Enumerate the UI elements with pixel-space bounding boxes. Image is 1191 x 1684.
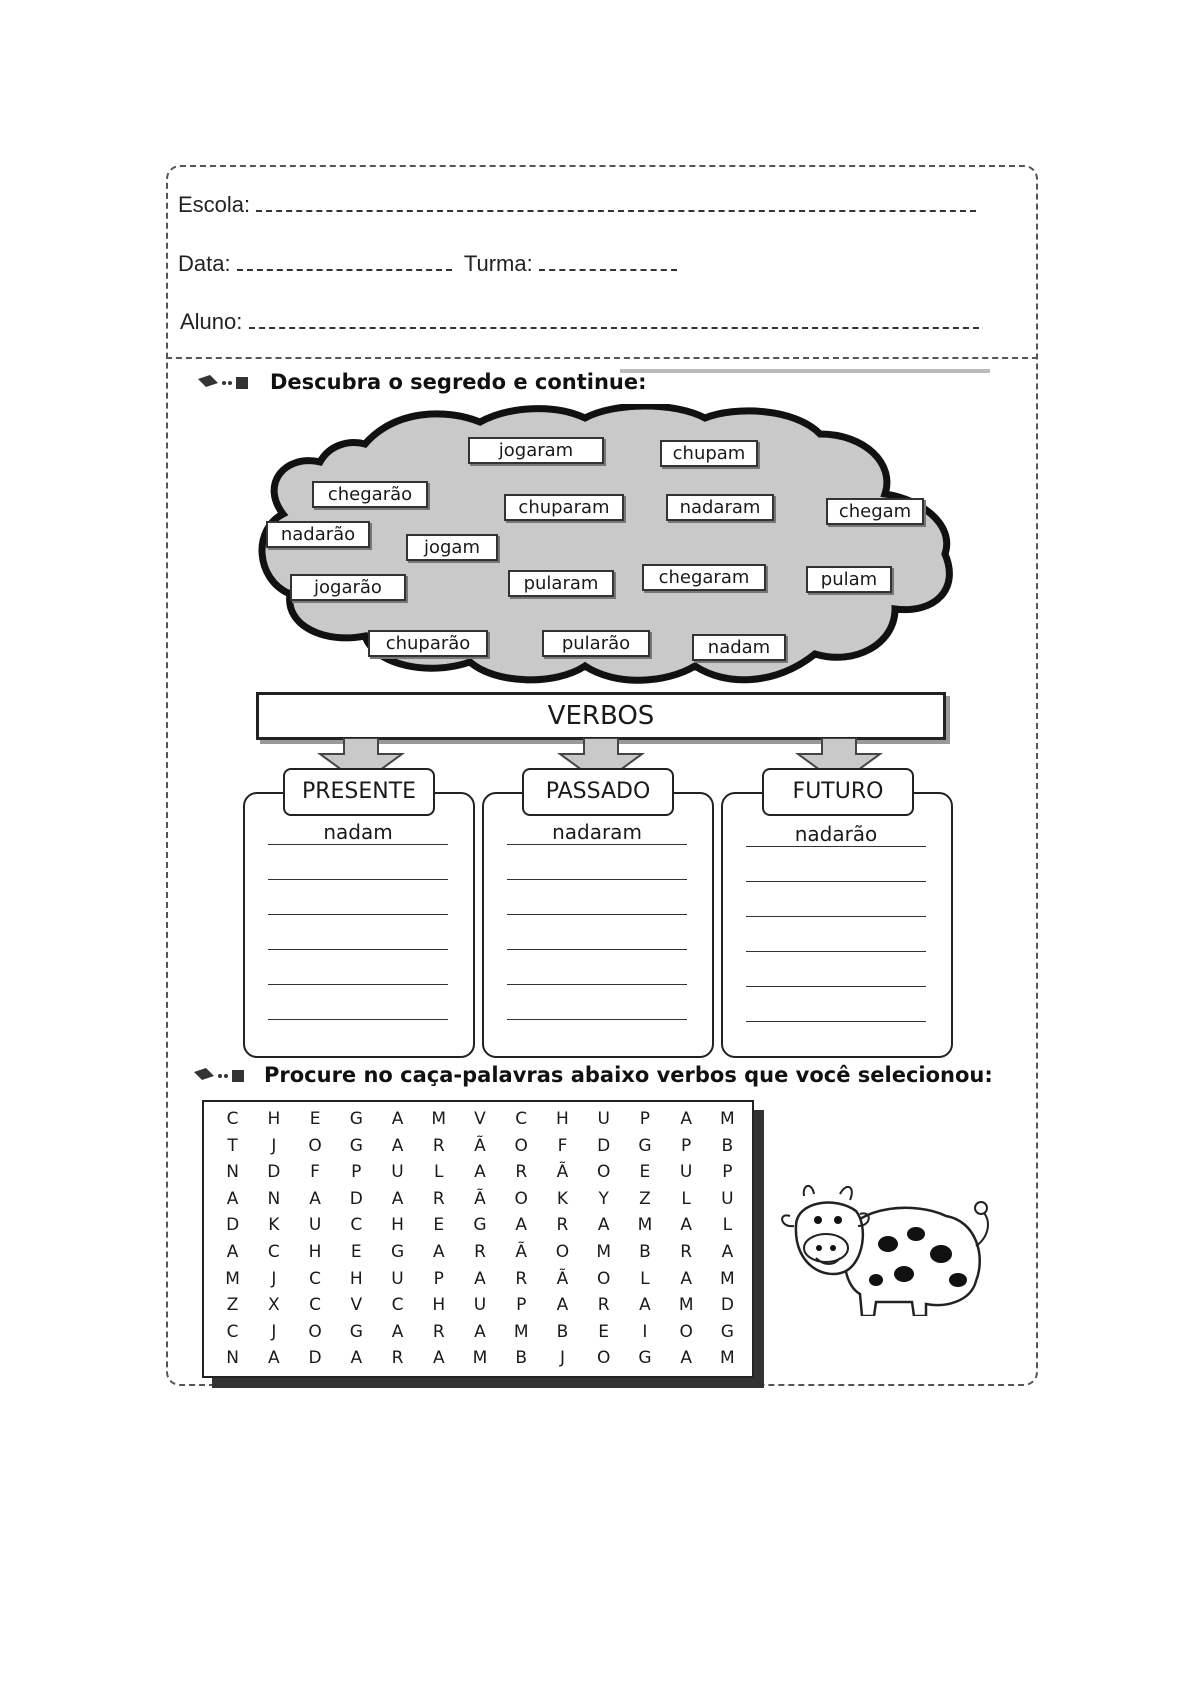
instruction-discover: Descubra o segredo e continue: <box>270 370 647 394</box>
aluno-label: Aluno: <box>180 309 243 334</box>
word-search-cell[interactable]: G <box>349 1135 363 1156</box>
word-search-cell[interactable]: H <box>267 1109 281 1129</box>
word-search-cell[interactable]: A <box>309 1188 321 1209</box>
word-search-cell[interactable]: G <box>473 1215 487 1236</box>
word-search-cell[interactable]: U <box>391 1162 404 1183</box>
word-search-cell[interactable]: L <box>722 1215 733 1236</box>
word-search-cell[interactable]: P <box>681 1135 692 1156</box>
word-search-cell[interactable]: R <box>515 1162 528 1183</box>
verbos-banner: VERBOS <box>256 692 946 740</box>
word-search-cell[interactable]: G <box>349 1109 363 1129</box>
writing-line[interactable] <box>268 1019 448 1020</box>
word-search-cell[interactable]: X <box>268 1295 280 1316</box>
word-search-cell[interactable]: P <box>516 1295 527 1316</box>
word-tag-chuparao[interactable]: chuparão <box>368 630 488 657</box>
word-tag-chegam[interactable]: chegam <box>826 498 924 525</box>
data-input-line[interactable] <box>237 255 452 271</box>
word-search-cell[interactable]: A <box>639 1295 651 1316</box>
word-search-cell[interactable]: Ã <box>556 1162 569 1183</box>
writing-line[interactable] <box>268 914 448 915</box>
word-search-cell[interactable]: O <box>308 1135 322 1156</box>
word-search-cell[interactable]: N <box>226 1162 239 1183</box>
writing-line[interactable] <box>746 1021 926 1022</box>
writing-line[interactable] <box>746 986 926 987</box>
word-search-cell[interactable]: F <box>310 1162 320 1183</box>
word-search-cell[interactable]: C <box>391 1295 404 1316</box>
word-search-cell[interactable]: C <box>226 1321 239 1342</box>
aluno-input-line[interactable] <box>249 313 979 329</box>
word-search-cell[interactable]: R <box>432 1135 445 1156</box>
word-tag-jogarao[interactable]: jogarão <box>290 574 406 601</box>
word-search-cell[interactable]: O <box>514 1188 528 1209</box>
word-search-cell[interactable]: A <box>268 1348 280 1369</box>
writing-line[interactable] <box>746 916 926 917</box>
escola-label: Escola: <box>178 192 251 217</box>
word-search-cell[interactable]: E <box>350 1242 362 1262</box>
word-search-cell[interactable]: M <box>720 1348 735 1369</box>
word-search-cell[interactable]: M <box>225 1268 240 1289</box>
word-search-cell[interactable]: A <box>721 1242 734 1262</box>
instruction-underline <box>620 369 990 373</box>
word-search-cell[interactable]: K <box>268 1215 280 1236</box>
word-search-cell[interactable]: G <box>349 1321 363 1342</box>
word-search-cell[interactable]: O <box>555 1242 570 1262</box>
word-search-cell[interactable]: Y <box>598 1188 609 1209</box>
word-search-cell[interactable]: A <box>680 1109 692 1129</box>
word-tag-pularao[interactable]: pularão <box>542 630 650 657</box>
word-search-cell[interactable]: H <box>349 1268 363 1289</box>
writing-line[interactable] <box>268 984 448 985</box>
word-tag-pularam[interactable]: pularam <box>508 570 614 597</box>
word-search-cell[interactable]: U <box>391 1268 404 1289</box>
word-search-cell[interactable]: A <box>680 1215 692 1236</box>
word-search-cell[interactable]: P <box>639 1109 651 1129</box>
instruction-word-search: Procure no caça-palavras abaixo verbos que você selecionou: <box>264 1063 993 1087</box>
word-search-grid <box>202 1100 754 1378</box>
word-search-cell[interactable]: O <box>679 1321 693 1342</box>
word-search-cell[interactable]: D <box>349 1188 363 1209</box>
word-search-cell[interactable]: P <box>351 1162 362 1183</box>
word-search-cell[interactable]: D <box>597 1135 611 1156</box>
word-search-cell[interactable]: O <box>596 1162 611 1183</box>
word-search-cell[interactable]: H <box>432 1295 446 1316</box>
data-label: Data: <box>178 251 231 276</box>
word-search-cell[interactable]: A <box>226 1242 239 1262</box>
word-search-cell[interactable]: T <box>227 1135 238 1156</box>
writing-line[interactable] <box>268 949 448 950</box>
escola-input-line[interactable] <box>256 196 976 212</box>
word-search-cell[interactable]: P <box>433 1268 444 1289</box>
word-search-cell[interactable]: Ã <box>556 1268 569 1289</box>
word-search-cell[interactable]: H <box>308 1242 322 1262</box>
word-search-cell[interactable]: U <box>679 1162 693 1183</box>
word-search-cell[interactable]: A <box>515 1215 528 1236</box>
word-search-cell[interactable]: O <box>308 1321 322 1342</box>
word-search-cell[interactable]: A <box>226 1188 239 1209</box>
example-passado: nadaram <box>552 820 642 844</box>
word-search-cell[interactable]: D <box>267 1162 281 1183</box>
word-search-cell[interactable]: R <box>432 1188 445 1209</box>
word-search-cell[interactable]: H <box>391 1215 404 1236</box>
word-search-cell[interactable]: L <box>434 1162 444 1183</box>
word-search-cell[interactable]: E <box>309 1109 321 1129</box>
writing-line[interactable] <box>507 914 687 915</box>
word-search-cell[interactable]: D <box>226 1215 240 1236</box>
word-search-cell[interactable]: U <box>308 1215 322 1236</box>
word-search-cell[interactable]: G <box>638 1135 652 1156</box>
writing-line[interactable] <box>507 879 687 880</box>
word-search-cell[interactable]: C <box>515 1109 528 1129</box>
word-search-cell[interactable]: G <box>638 1348 652 1369</box>
writing-line[interactable] <box>746 846 926 847</box>
column-title-presente: PRESENTE <box>283 768 435 816</box>
example-presente: nadam <box>323 820 393 844</box>
word-search-cell[interactable]: B <box>515 1348 528 1369</box>
word-search-cell[interactable]: O <box>596 1268 611 1289</box>
word-search-cell[interactable]: L <box>640 1268 650 1289</box>
word-search-cell[interactable]: A <box>474 1162 486 1183</box>
word-tag-nadarao[interactable]: nadarão <box>266 521 370 548</box>
word-search-cell[interactable]: O <box>596 1348 611 1369</box>
writing-line[interactable] <box>507 1019 687 1020</box>
word-search-cell[interactable]: A <box>432 1348 445 1369</box>
word-tag-chegarao[interactable]: chegarão <box>312 481 428 508</box>
word-search-cell[interactable]: N <box>267 1188 281 1209</box>
writing-line[interactable] <box>268 879 448 880</box>
word-search-cell[interactable]: A <box>474 1321 486 1342</box>
writing-line[interactable] <box>507 844 687 845</box>
word-search-cell[interactable]: Z <box>226 1295 239 1316</box>
word-tag-jogam[interactable]: jogam <box>406 534 498 561</box>
word-search-cell[interactable]: M <box>678 1295 694 1316</box>
word-search-cell[interactable]: D <box>720 1295 734 1316</box>
word-search-cell[interactable]: K <box>556 1188 569 1209</box>
column-title-futuro: FUTURO <box>762 768 914 816</box>
word-search-cell[interactable]: M <box>637 1215 653 1236</box>
word-search-cell[interactable]: U <box>597 1109 610 1129</box>
word-tag-nadam[interactable]: nadam <box>692 634 786 661</box>
word-search-cell[interactable]: Ã <box>474 1135 486 1156</box>
word-search-cell[interactable]: J <box>271 1268 277 1289</box>
word-search-cell[interactable]: C <box>226 1109 239 1129</box>
word-search-cell[interactable]: M <box>472 1348 488 1369</box>
word-search-cell[interactable]: J <box>559 1348 565 1369</box>
word-tag-chegaram[interactable]: chegaram <box>642 564 766 591</box>
word-search-cell[interactable]: A <box>556 1295 569 1316</box>
escola-field <box>178 192 976 218</box>
word-search-cell[interactable]: A <box>391 1109 404 1129</box>
word-search-cell[interactable]: A <box>432 1242 445 1262</box>
word-search-cell[interactable]: P <box>722 1162 733 1183</box>
word-tag-chupam[interactable]: chupam <box>660 440 758 467</box>
word-search-cell[interactable]: M <box>431 1109 447 1129</box>
word-search-cell[interactable]: R <box>556 1215 569 1236</box>
word-search-cell[interactable]: C <box>350 1215 363 1236</box>
cow-illustration <box>776 1176 1006 1316</box>
word-search-cell[interactable]: B <box>721 1135 734 1156</box>
column-title-passado: PASSADO <box>522 768 674 816</box>
writing-line[interactable] <box>268 844 448 845</box>
word-search-cell[interactable]: I <box>642 1321 648 1342</box>
word-search-cell[interactable]: U <box>721 1188 734 1209</box>
word-search-cell[interactable]: J <box>271 1321 277 1342</box>
word-search-cell[interactable]: E <box>433 1215 445 1236</box>
word-search-cells <box>212 1106 748 1372</box>
data-turma-field <box>178 251 677 277</box>
word-search-cell[interactable]: E <box>639 1162 651 1183</box>
word-tag-nadaram[interactable]: nadaram <box>666 494 774 521</box>
word-search-cell[interactable]: M <box>720 1109 735 1129</box>
word-search-cell[interactable]: F <box>557 1135 568 1156</box>
example-futuro: nadarão <box>794 822 878 846</box>
word-search-cell[interactable]: C <box>309 1295 321 1316</box>
pencil-bullet-icon <box>192 1066 252 1084</box>
word-search-cell[interactable]: R <box>597 1295 610 1316</box>
word-search-cell[interactable]: R <box>391 1348 404 1369</box>
word-search-cell[interactable]: A <box>391 1188 404 1209</box>
word-search-cell[interactable]: Ã <box>515 1242 528 1262</box>
writing-line[interactable] <box>507 984 687 985</box>
word-search-cell[interactable]: A <box>391 1321 404 1342</box>
word-search-cell[interactable]: U <box>473 1295 487 1316</box>
word-search-cell[interactable]: C <box>267 1242 280 1262</box>
word-search-cell[interactable]: L <box>681 1188 691 1209</box>
header-separator <box>166 357 1038 359</box>
word-search-cell[interactable]: G <box>720 1321 734 1342</box>
word-search-cell[interactable]: Ã <box>474 1188 486 1209</box>
word-search-cell[interactable]: C <box>309 1268 321 1289</box>
word-search-cell[interactable]: R <box>680 1242 693 1262</box>
word-search-cell[interactable]: R <box>474 1242 486 1262</box>
word-search-cell[interactable]: V <box>350 1295 363 1316</box>
word-tag-jogaram[interactable]: jogaram <box>468 437 604 464</box>
writing-line[interactable] <box>746 881 926 882</box>
word-search-cell[interactable]: B <box>556 1321 569 1342</box>
aluno-field <box>180 309 979 335</box>
word-search-cell[interactable]: A <box>391 1135 404 1156</box>
word-search-cell[interactable]: A <box>350 1348 363 1369</box>
word-search-cell[interactable]: J <box>271 1135 277 1156</box>
word-search-cell[interactable]: B <box>639 1242 651 1262</box>
word-search-cell[interactable]: M <box>720 1268 735 1289</box>
word-search-cell[interactable]: M <box>596 1242 612 1262</box>
word-search-cell[interactable]: D <box>308 1348 322 1369</box>
word-tag-chuparam[interactable]: chuparam <box>504 494 624 521</box>
word-search-cell[interactable]: N <box>226 1348 239 1369</box>
word-search-cell[interactable]: A <box>474 1268 486 1289</box>
word-search-cell[interactable]: R <box>515 1268 528 1289</box>
writing-line[interactable] <box>507 949 687 950</box>
word-search-cell[interactable]: A <box>680 1268 692 1289</box>
word-search-cell[interactable]: A <box>680 1348 692 1369</box>
word-search-cell[interactable]: V <box>474 1109 486 1129</box>
word-search-cell[interactable]: Z <box>639 1188 651 1209</box>
word-tag-pulam[interactable]: pulam <box>806 566 892 593</box>
pencil-bullet-icon <box>196 373 256 391</box>
word-search-cell[interactable]: O <box>514 1135 528 1156</box>
turma-label: Turma: <box>463 251 533 276</box>
turma-input-line[interactable] <box>539 255 677 271</box>
word-search-cell[interactable]: H <box>556 1109 569 1129</box>
writing-line[interactable] <box>746 951 926 952</box>
word-search-cell[interactable]: A <box>597 1215 610 1236</box>
word-search-cell[interactable]: E <box>598 1321 610 1342</box>
word-search-cell[interactable]: R <box>432 1321 445 1342</box>
word-search-cell[interactable]: M <box>513 1321 529 1342</box>
word-search-cell[interactable]: G <box>390 1242 405 1262</box>
